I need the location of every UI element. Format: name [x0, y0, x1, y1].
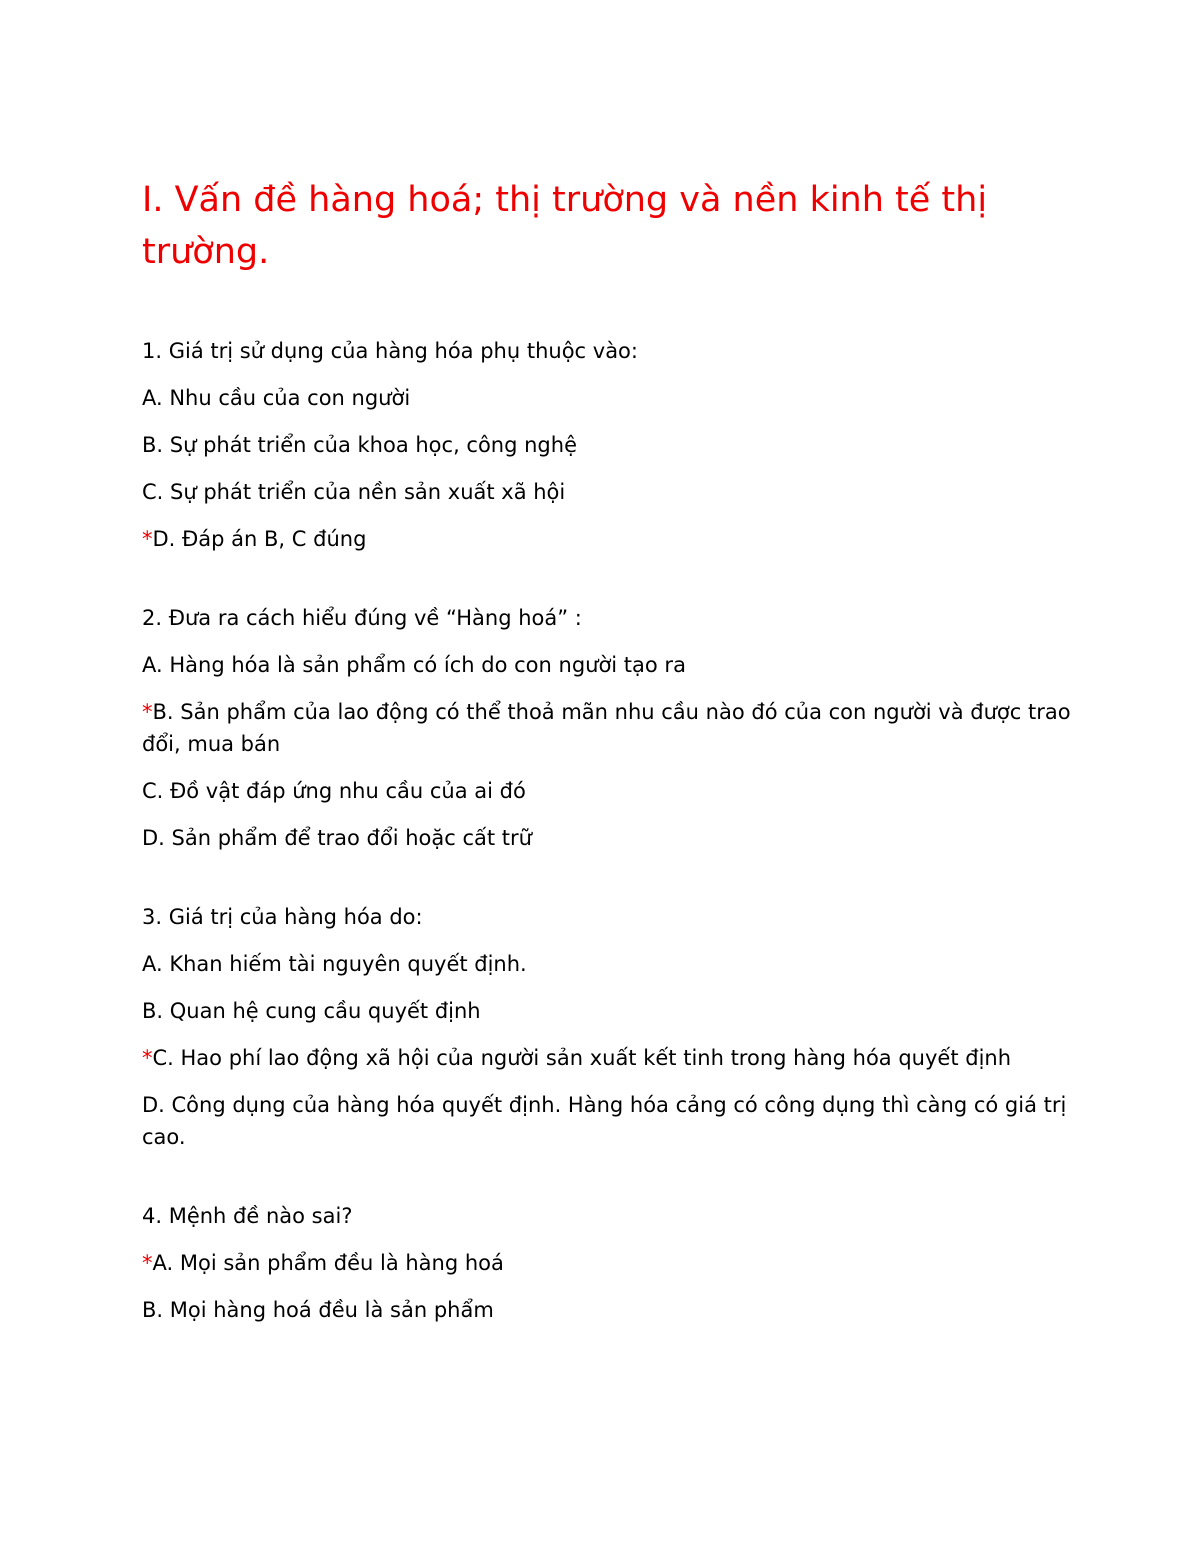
answer-option	[142, 649, 1072, 681]
answer-option	[142, 476, 1072, 508]
answer-option-text: C. Hao phí lao động xã hội của người sản xuất kết tinh trong hàng hóa quyết định	[152, 1046, 1012, 1070]
answer-option-text: B. Mọi hàng hoá đều là sản phẩm	[142, 1298, 494, 1322]
answer-option-text: A. Nhu cầu của con người	[142, 386, 411, 410]
question-text: 2. Đưa ra cách hiểu đúng về “Hàng hoá” :	[142, 606, 582, 630]
correct-answer-marker: *	[142, 1046, 153, 1070]
answer-option-text: B. Quan hệ cung cầu quyết định	[142, 999, 481, 1023]
answer-option-text: A. Hàng hóa là sản phẩm có ích do con người tạo ra	[142, 653, 686, 677]
answer-option-correct	[142, 696, 1072, 760]
answer-option-text: A. Mọi sản phẩm đều là hàng hoá	[152, 1251, 504, 1275]
answer-option-text: D. Đáp án B, C đúng	[152, 527, 367, 551]
answer-option-correct	[142, 1247, 1072, 1279]
question-1	[142, 335, 1072, 555]
section-heading: I. Vấn đề hàng hoá; thị trường và nền kinh tế thị trường.	[142, 180, 988, 272]
question-list	[142, 335, 1072, 1373]
correct-answer-marker: *	[142, 527, 153, 551]
answer-option	[142, 822, 1072, 854]
answer-option-text: B. Sự phát triển của khoa học, công nghệ	[142, 433, 577, 457]
answer-option-text: C. Sự phát triển của nền sản xuất xã hội	[142, 480, 566, 504]
answer-option-correct	[142, 1042, 1072, 1074]
answer-option	[142, 775, 1072, 807]
question-2	[142, 602, 1072, 854]
question-text: 1. Giá trị sử dụng của hàng hóa phụ thuộc vào:	[142, 339, 638, 363]
answer-option	[142, 1294, 1072, 1326]
question-3	[142, 901, 1072, 1153]
correct-answer-marker: *	[142, 1251, 153, 1275]
question-4	[142, 1200, 1072, 1326]
answer-option-text: D. Công dụng của hàng hóa quyết định. Hàng hóa cảng có công dụng thì càng có giá trị cao.	[142, 1093, 1067, 1149]
answer-option	[142, 995, 1072, 1027]
answer-option	[142, 429, 1072, 461]
answer-option-text: B. Sản phẩm của lao động có thể thoả mãn nhu cầu nào đó của con người và được trao đổi, mua bán	[142, 700, 1071, 756]
answer-option-text: A. Khan hiếm tài nguyên quyết định.	[142, 952, 527, 976]
question-text: 3. Giá trị của hàng hóa do:	[142, 905, 423, 929]
answer-option	[142, 948, 1072, 980]
answer-option	[142, 382, 1072, 414]
answer-option-text: D. Sản phẩm để trao đổi hoặc cất trữ	[142, 826, 532, 850]
question-text: 4. Mệnh đề nào sai?	[142, 1204, 353, 1228]
answer-option-correct	[142, 523, 1072, 555]
answer-option-text: C. Đồ vật đáp ứng nhu cầu của ai đó	[142, 779, 526, 803]
correct-answer-marker: *	[142, 700, 153, 724]
answer-option	[142, 1089, 1072, 1153]
